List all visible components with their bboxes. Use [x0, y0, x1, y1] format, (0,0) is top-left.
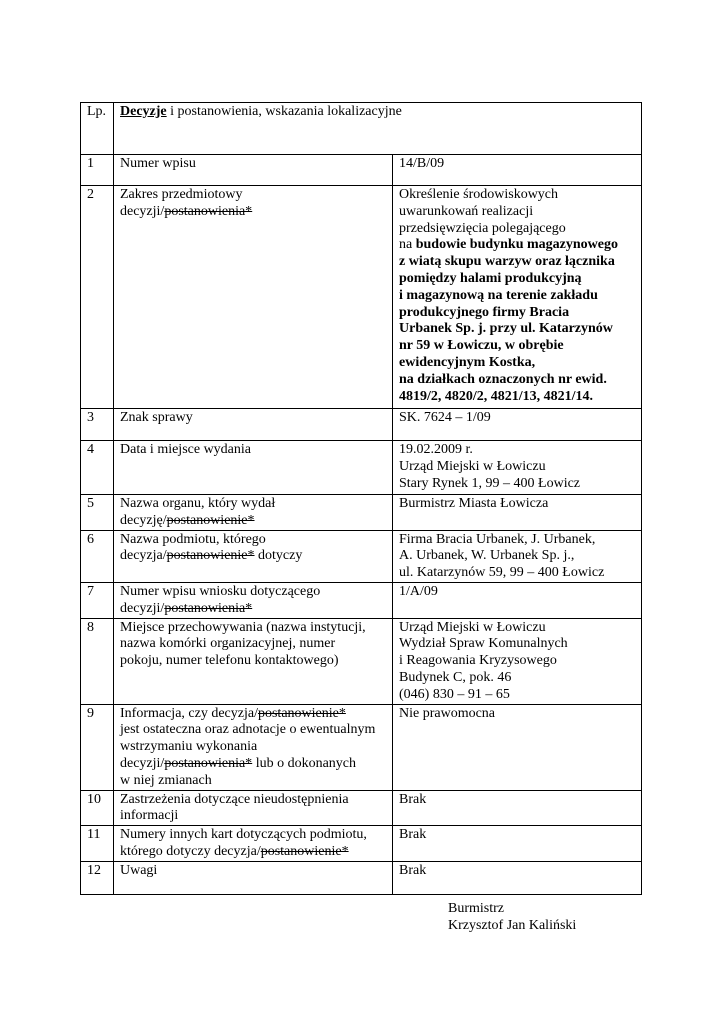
struck-text: postanowienie* — [166, 548, 255, 564]
label-text: decyzji/ — [120, 600, 165, 616]
row-value — [393, 861, 642, 894]
row-label — [114, 155, 393, 186]
row-number: 12 — [81, 861, 114, 894]
label-line: Numery innych kart dotyczących podmiotu, — [120, 827, 367, 843]
table-row — [81, 155, 642, 186]
label-text: decyzję/ — [120, 512, 167, 528]
row-value — [393, 582, 642, 618]
label-line: w niej zmianach — [120, 772, 212, 788]
struck-text: postanowienia* — [164, 755, 253, 771]
table-row — [81, 704, 642, 790]
row-value — [393, 530, 642, 582]
row-number: 11 — [81, 826, 114, 862]
row-value — [393, 790, 642, 826]
value-line: ul. Katarzynów 59, 99 – 400 Łowicz — [399, 565, 605, 581]
table-row — [81, 409, 642, 441]
table-row — [81, 582, 642, 618]
label-line: Numer wpisu wniosku dotyczącego — [120, 583, 321, 599]
value-line — [399, 237, 636, 254]
value-line: z wiatą skupu warzyw oraz łącznika — [399, 254, 615, 270]
row-value — [393, 441, 642, 495]
value-line: i Reagowania Kryzysowego — [399, 653, 557, 669]
value-line: Firma Bracia Urbanek, J. Urbanek, — [399, 531, 596, 547]
value-line: przedsięwzięcia polegającego — [399, 220, 566, 236]
row-value — [393, 186, 642, 409]
row-number: 7 — [81, 582, 114, 618]
value-line: Budynek C, pok. 46 — [399, 669, 512, 685]
value-line: nr 59 w Łowiczu, w obrębie — [399, 338, 564, 354]
row-label — [114, 441, 393, 495]
value-line: A. Urbanek, W. Urbanek Sp. j., — [399, 548, 575, 564]
label-line: Nazwa organu, który wydał — [120, 496, 276, 511]
label-text: którego dotyczy decyzja/ — [120, 843, 261, 859]
value-line: na działkach oznaczonych nr ewid. — [399, 371, 607, 387]
row-label — [114, 861, 393, 894]
table-row — [81, 530, 642, 582]
label-line: Miejsce przechowywania (nazwa instytucji, — [120, 619, 366, 635]
value-line: Brak — [399, 791, 427, 807]
value-line: Brak — [399, 827, 427, 843]
row-label — [114, 409, 393, 441]
label-line: pokoju, numer telefonu kontaktowego) — [120, 653, 339, 669]
struck-text: postanowienie* — [260, 843, 349, 859]
struck-text: postanowienia* — [164, 203, 253, 219]
value-line: Wydział Spraw Komunalnych — [399, 636, 568, 652]
value-line: i magazynową na terenie zakładu — [399, 287, 598, 303]
signature-title: Burmistrz — [448, 901, 504, 916]
signature-block — [448, 900, 576, 934]
label-line: Zastrzeżenia dotyczące nieudostępnienia — [120, 791, 349, 807]
row-number: 9 — [81, 704, 114, 790]
label-line — [120, 513, 387, 530]
row-number: 1 — [81, 155, 114, 186]
label-line — [120, 756, 387, 773]
value-line: pomiędzy halami produkcyjną — [399, 270, 582, 286]
value-line: (046) 830 – 91 – 65 — [399, 686, 510, 702]
label-line: Nazwa podmiotu, którego — [120, 531, 266, 547]
table-row — [81, 186, 642, 409]
row-number: 2 — [81, 186, 114, 409]
value-line: 4819/2, 4820/2, 4821/13, 4821/14. — [399, 388, 594, 404]
label-line — [120, 548, 387, 565]
header-title-rest: i postanowienia, wskazania lokalizacyjne — [166, 104, 402, 119]
value-line: SK. 7624 – 1/09 — [399, 410, 491, 425]
label-line — [120, 844, 387, 861]
label-line — [120, 601, 387, 618]
label-line — [120, 706, 387, 723]
row-number: 10 — [81, 790, 114, 826]
header-title — [114, 103, 642, 155]
row-number: 5 — [81, 495, 114, 531]
value-line: 1/A/09 — [399, 583, 438, 599]
value-line: Określenie środowiskowych — [399, 187, 559, 202]
value-line: Stary Rynek 1, 99 – 400 Łowicz — [399, 475, 581, 491]
label-text: decyzja/ — [120, 548, 167, 564]
row-number: 6 — [81, 530, 114, 582]
label-line: Numer wpisu — [120, 156, 196, 171]
label-line: Znak sprawy — [120, 410, 193, 425]
table-row — [81, 441, 642, 495]
table-row — [81, 826, 642, 862]
value-text: na — [399, 237, 416, 253]
value-line: ewidencyjnym Kostka, — [399, 354, 536, 370]
label-text: decyzji/ — [120, 203, 165, 219]
row-value — [393, 826, 642, 862]
struck-text: postanowienie* — [257, 705, 346, 721]
row-label — [114, 618, 393, 704]
row-label — [114, 530, 393, 582]
registry-card-table — [80, 102, 642, 895]
value-line: Brak — [399, 862, 427, 878]
table-row — [81, 618, 642, 704]
value-line: 14/B/09 — [399, 156, 445, 171]
label-line: Uwagi — [120, 862, 158, 878]
row-label — [114, 790, 393, 826]
label-text: Informacja, czy decyzja/ — [120, 705, 258, 721]
table-row — [81, 861, 642, 894]
value-line: 19.02.2009 r. — [399, 442, 473, 457]
value-line: Urząd Miejski w Łowiczu — [399, 619, 546, 635]
value-line: Burmistrz Miasta Łowicza — [399, 496, 549, 511]
table-header-row — [81, 103, 642, 155]
label-line: wstrzymaniu wykonania — [120, 739, 258, 755]
value-line: produkcyjnego firmy Bracia — [399, 304, 570, 320]
label-line: Data i miejsce wydania — [120, 442, 252, 457]
label-line: jest ostateczna oraz adnotacje o ewentualnym — [120, 722, 376, 738]
row-number: 3 — [81, 409, 114, 441]
signature-name: Krzysztof Jan Kaliński — [448, 918, 577, 933]
row-value — [393, 704, 642, 790]
label-line: nazwa komórki organizacyjnej, numer — [120, 636, 336, 652]
header-title-bold: Decyzje — [120, 104, 167, 119]
label-line: Zakres przedmiotowy — [120, 187, 243, 202]
table-row — [81, 790, 642, 826]
value-line: Urbanek Sp. j. przy ul. Katarzynów — [399, 321, 613, 337]
value-line: Nie prawomocna — [399, 705, 496, 721]
header-lp: Lp. — [81, 103, 114, 155]
struck-text: postanowienie* — [166, 512, 255, 528]
label-text: lub o dokonanych — [252, 755, 357, 771]
label-line: informacji — [120, 808, 179, 824]
row-number: 4 — [81, 441, 114, 495]
row-value — [393, 409, 642, 441]
row-value — [393, 495, 642, 531]
label-text: decyzji/ — [120, 755, 165, 771]
row-number: 8 — [81, 618, 114, 704]
row-value — [393, 155, 642, 186]
table-row — [81, 495, 642, 531]
row-value — [393, 618, 642, 704]
label-text: dotyczy — [254, 548, 303, 564]
row-label — [114, 495, 393, 531]
label-line — [120, 204, 387, 221]
struck-text: postanowienia* — [164, 600, 253, 616]
row-label — [114, 582, 393, 618]
value-line: Urząd Miejski w Łowiczu — [399, 458, 546, 474]
value-line: uwarunkowań realizacji — [399, 203, 534, 219]
row-label — [114, 186, 393, 409]
row-label — [114, 826, 393, 862]
value-bold-text: budowie budynku magazynowego — [415, 237, 618, 253]
row-label — [114, 704, 393, 790]
